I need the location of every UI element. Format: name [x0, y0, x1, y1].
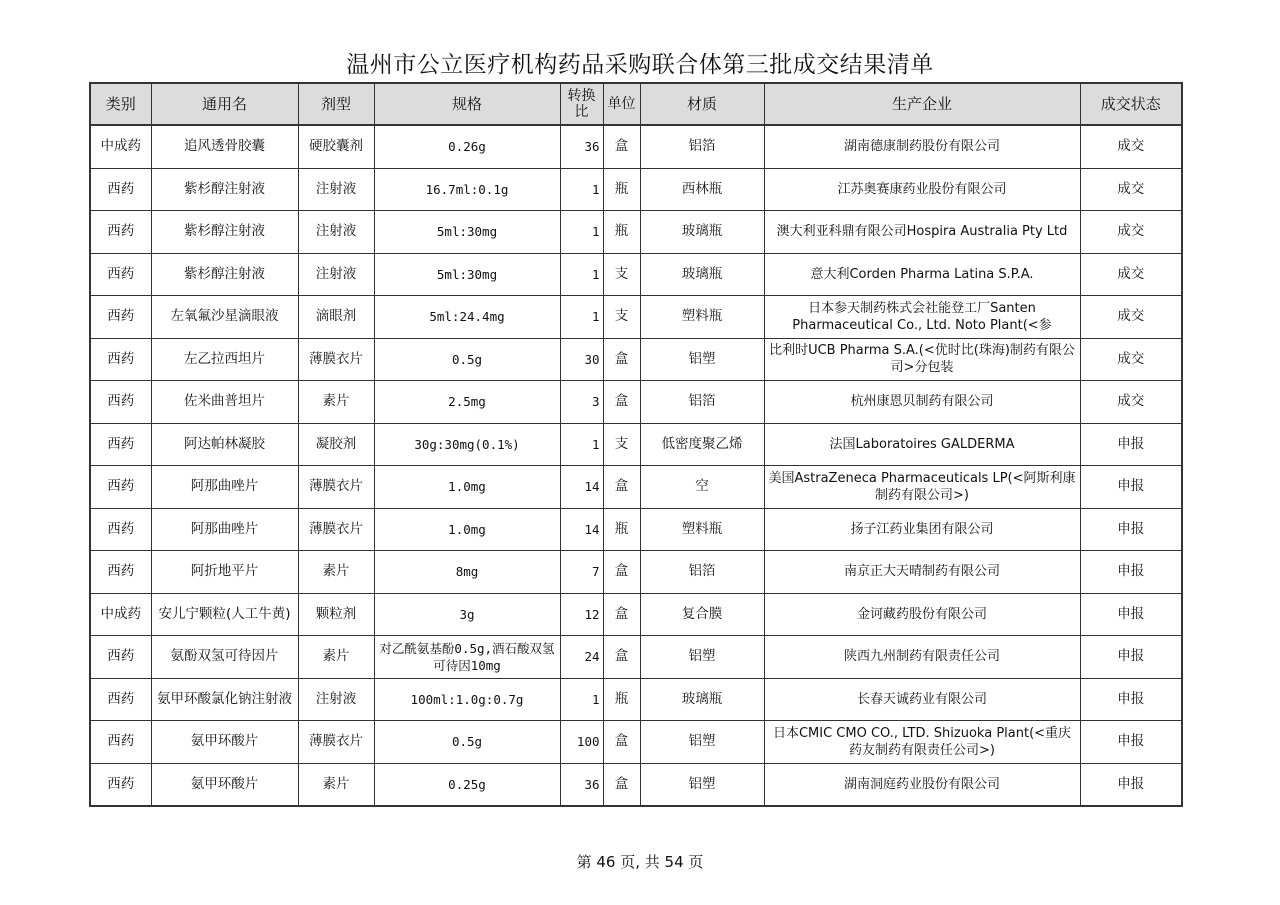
cell-material: 铝箔	[640, 125, 764, 168]
table-row	[90, 296, 1182, 339]
cell-unit: 盒	[603, 721, 640, 764]
cell-specification: 8mg	[374, 551, 560, 594]
cell-status: 申报	[1080, 508, 1182, 551]
cell-status: 申报	[1080, 551, 1182, 594]
cell-conversion-ratio: 1	[560, 253, 603, 296]
cell-unit: 盒	[603, 381, 640, 424]
cell-generic-name: 阿那曲唑片	[151, 508, 298, 551]
table-row	[90, 508, 1182, 551]
cell-manufacturer: 长春天诚药业有限公司	[764, 678, 1080, 721]
cell-material: 低密度聚乙烯	[640, 423, 764, 466]
cell-category: 西药	[90, 721, 151, 764]
header-generic-name: 通用名	[151, 83, 298, 125]
table-row	[90, 125, 1182, 168]
cell-dosage-form: 滴眼剂	[298, 296, 374, 339]
cell-conversion-ratio: 7	[560, 551, 603, 594]
cell-dosage-form: 薄膜衣片	[298, 721, 374, 764]
cell-category: 西药	[90, 253, 151, 296]
cell-status: 申报	[1080, 593, 1182, 636]
cell-conversion-ratio: 14	[560, 466, 603, 509]
cell-specification: 1.0mg	[374, 508, 560, 551]
table-row	[90, 423, 1182, 466]
cell-conversion-ratio: 1	[560, 423, 603, 466]
header-status: 成交状态	[1080, 83, 1182, 125]
table-row	[90, 721, 1182, 764]
cell-material: 复合膜	[640, 593, 764, 636]
cell-unit: 瓶	[603, 211, 640, 254]
cell-conversion-ratio: 36	[560, 125, 603, 168]
cell-dosage-form: 薄膜衣片	[298, 466, 374, 509]
cell-status: 申报	[1080, 678, 1182, 721]
cell-manufacturer: 意大利Corden Pharma Latina S.P.A.	[764, 253, 1080, 296]
cell-specification: 5ml:30mg	[374, 211, 560, 254]
cell-material: 铝塑	[640, 636, 764, 679]
cell-unit: 瓶	[603, 168, 640, 211]
cell-specification: 0.25g	[374, 763, 560, 806]
cell-manufacturer: 江苏奥赛康药业股份有限公司	[764, 168, 1080, 211]
cell-material: 西林瓶	[640, 168, 764, 211]
cell-generic-name: 紫杉醇注射液	[151, 211, 298, 254]
cell-conversion-ratio: 14	[560, 508, 603, 551]
page-title: 温州市公立医疗机构药品采购联合体第三批成交结果清单	[346, 52, 934, 78]
cell-material: 铝箔	[640, 551, 764, 594]
header-specification: 规格	[374, 83, 560, 125]
cell-conversion-ratio: 12	[560, 593, 603, 636]
cell-manufacturer: 日本CMIC CMO CO., LTD. Shizuoka Plant(<重庆药友制药有限责任公司>)	[764, 721, 1080, 764]
cell-generic-name: 左乙拉西坦片	[151, 338, 298, 381]
table-row	[90, 763, 1182, 806]
cell-status: 成交	[1080, 253, 1182, 296]
cell-status: 成交	[1080, 211, 1182, 254]
table-row	[90, 168, 1182, 211]
cell-unit: 盒	[603, 125, 640, 168]
cell-specification: 5ml:30mg	[374, 253, 560, 296]
header-manufacturer: 生产企业	[764, 83, 1080, 125]
cell-conversion-ratio: 1	[560, 296, 603, 339]
cell-generic-name: 追风透骨胶囊	[151, 125, 298, 168]
cell-manufacturer: 陕西九州制药有限责任公司	[764, 636, 1080, 679]
cell-dosage-form: 素片	[298, 551, 374, 594]
cell-material: 塑料瓶	[640, 296, 764, 339]
cell-dosage-form: 硬胶囊剂	[298, 125, 374, 168]
table-row	[90, 466, 1182, 509]
table-row	[90, 381, 1182, 424]
page-footer: 第 46 页, 共 54 页	[576, 853, 704, 871]
cell-dosage-form: 注射液	[298, 211, 374, 254]
cell-unit: 支	[603, 253, 640, 296]
cell-category: 西药	[90, 381, 151, 424]
header-dosage-form: 剂型	[298, 83, 374, 125]
cell-dosage-form: 注射液	[298, 168, 374, 211]
cell-generic-name: 阿达帕林凝胶	[151, 423, 298, 466]
cell-material: 铝箔	[640, 381, 764, 424]
cell-conversion-ratio: 24	[560, 636, 603, 679]
cell-specification: 5ml:24.4mg	[374, 296, 560, 339]
cell-material: 铝塑	[640, 721, 764, 764]
cell-specification: 30g:30mg(0.1%)	[374, 423, 560, 466]
cell-material: 铝塑	[640, 338, 764, 381]
cell-unit: 瓶	[603, 508, 640, 551]
cell-status: 成交	[1080, 168, 1182, 211]
cell-category: 中成药	[90, 125, 151, 168]
cell-generic-name: 氨酚双氢可待因片	[151, 636, 298, 679]
cell-status: 成交	[1080, 338, 1182, 381]
cell-status: 成交	[1080, 296, 1182, 339]
cell-manufacturer: 扬子江药业集团有限公司	[764, 508, 1080, 551]
cell-category: 西药	[90, 423, 151, 466]
table-row	[90, 636, 1182, 679]
cell-specification: 2.5mg	[374, 381, 560, 424]
cell-manufacturer: 南京正大天晴制药有限公司	[764, 551, 1080, 594]
cell-conversion-ratio: 100	[560, 721, 603, 764]
cell-unit: 盒	[603, 636, 640, 679]
cell-conversion-ratio: 1	[560, 678, 603, 721]
cell-generic-name: 阿折地平片	[151, 551, 298, 594]
cell-category: 西药	[90, 508, 151, 551]
cell-specification: 16.7ml:0.1g	[374, 168, 560, 211]
cell-conversion-ratio: 1	[560, 211, 603, 254]
cell-manufacturer: 金诃藏药股份有限公司	[764, 593, 1080, 636]
cell-generic-name: 氨甲环酸氯化钠注射液	[151, 678, 298, 721]
table-row	[90, 253, 1182, 296]
table-row	[90, 211, 1182, 254]
cell-generic-name: 佐米曲普坦片	[151, 381, 298, 424]
cell-material: 铝塑	[640, 763, 764, 806]
cell-conversion-ratio: 1	[560, 168, 603, 211]
cell-status: 申报	[1080, 763, 1182, 806]
cell-unit: 盒	[603, 338, 640, 381]
cell-unit: 支	[603, 296, 640, 339]
cell-dosage-form: 注射液	[298, 253, 374, 296]
cell-dosage-form: 凝胶剂	[298, 423, 374, 466]
header-conversion-ratio: 转换比	[560, 83, 603, 125]
cell-generic-name: 紫杉醇注射液	[151, 168, 298, 211]
cell-category: 西药	[90, 168, 151, 211]
header-category: 类别	[90, 83, 151, 125]
cell-category: 西药	[90, 296, 151, 339]
header-unit: 单位	[603, 83, 640, 125]
cell-status: 申报	[1080, 466, 1182, 509]
cell-manufacturer: 法国Laboratoires GALDERMA	[764, 423, 1080, 466]
cell-category: 西药	[90, 551, 151, 594]
cell-unit: 盒	[603, 466, 640, 509]
cell-dosage-form: 薄膜衣片	[298, 338, 374, 381]
cell-category: 西药	[90, 636, 151, 679]
cell-material: 玻璃瓶	[640, 678, 764, 721]
cell-status: 成交	[1080, 381, 1182, 424]
cell-unit: 瓶	[603, 678, 640, 721]
cell-category: 西药	[90, 678, 151, 721]
header-material: 材质	[640, 83, 764, 125]
table-row	[90, 338, 1182, 381]
cell-specification: 0.26g	[374, 125, 560, 168]
cell-dosage-form: 颗粒剂	[298, 593, 374, 636]
cell-conversion-ratio: 36	[560, 763, 603, 806]
cell-specification: 1.0mg	[374, 466, 560, 509]
cell-category: 中成药	[90, 593, 151, 636]
cell-unit: 盒	[603, 763, 640, 806]
cell-status: 成交	[1080, 125, 1182, 168]
cell-status: 申报	[1080, 423, 1182, 466]
cell-category: 西药	[90, 763, 151, 806]
cell-dosage-form: 注射液	[298, 678, 374, 721]
table-header-row	[90, 83, 1182, 125]
cell-manufacturer: 日本参天制药株式会社能登工厂Santen Pharmaceutical Co., Ltd. Noto Plant(<参	[764, 296, 1080, 339]
cell-conversion-ratio: 3	[560, 381, 603, 424]
cell-unit: 盒	[603, 593, 640, 636]
cell-manufacturer: 比利时UCB Pharma S.A.(<优时比(珠海)制药有限公司>分包装	[764, 338, 1080, 381]
cell-status: 申报	[1080, 636, 1182, 679]
cell-manufacturer: 美国AstraZeneca Pharmaceuticals LP(<阿斯利康制药有限公司>)	[764, 466, 1080, 509]
cell-conversion-ratio: 30	[560, 338, 603, 381]
table-row	[90, 551, 1182, 594]
cell-manufacturer: 杭州康恩贝制药有限公司	[764, 381, 1080, 424]
cell-category: 西药	[90, 466, 151, 509]
cell-material: 空	[640, 466, 764, 509]
cell-specification: 0.5g	[374, 721, 560, 764]
cell-specification: 对乙酰氨基酚0.5g,酒石酸双氢可待因10mg	[374, 636, 560, 679]
cell-category: 西药	[90, 338, 151, 381]
cell-material: 塑料瓶	[640, 508, 764, 551]
cell-status: 申报	[1080, 721, 1182, 764]
cell-material: 玻璃瓶	[640, 211, 764, 254]
cell-generic-name: 左氧氟沙星滴眼液	[151, 296, 298, 339]
cell-material: 玻璃瓶	[640, 253, 764, 296]
cell-manufacturer: 湖南洞庭药业股份有限公司	[764, 763, 1080, 806]
cell-manufacturer: 湖南德康制药股份有限公司	[764, 125, 1080, 168]
cell-manufacturer: 澳大利亚科鼎有限公司Hospira Australia Pty Ltd	[764, 211, 1080, 254]
cell-unit: 支	[603, 423, 640, 466]
cell-generic-name: 氨甲环酸片	[151, 763, 298, 806]
cell-dosage-form: 素片	[298, 636, 374, 679]
cell-dosage-form: 素片	[298, 381, 374, 424]
cell-generic-name: 阿那曲唑片	[151, 466, 298, 509]
cell-unit: 盒	[603, 551, 640, 594]
cell-generic-name: 安儿宁颗粒(人工牛黄)	[151, 593, 298, 636]
table-row	[90, 593, 1182, 636]
cell-generic-name: 氨甲环酸片	[151, 721, 298, 764]
cell-category: 西药	[90, 211, 151, 254]
cell-generic-name: 紫杉醇注射液	[151, 253, 298, 296]
cell-specification: 3g	[374, 593, 560, 636]
results-table	[89, 82, 1183, 807]
cell-dosage-form: 薄膜衣片	[298, 508, 374, 551]
table-row	[90, 678, 1182, 721]
cell-specification: 100ml:1.0g:0.7g	[374, 678, 560, 721]
cell-specification: 0.5g	[374, 338, 560, 381]
cell-dosage-form: 素片	[298, 763, 374, 806]
